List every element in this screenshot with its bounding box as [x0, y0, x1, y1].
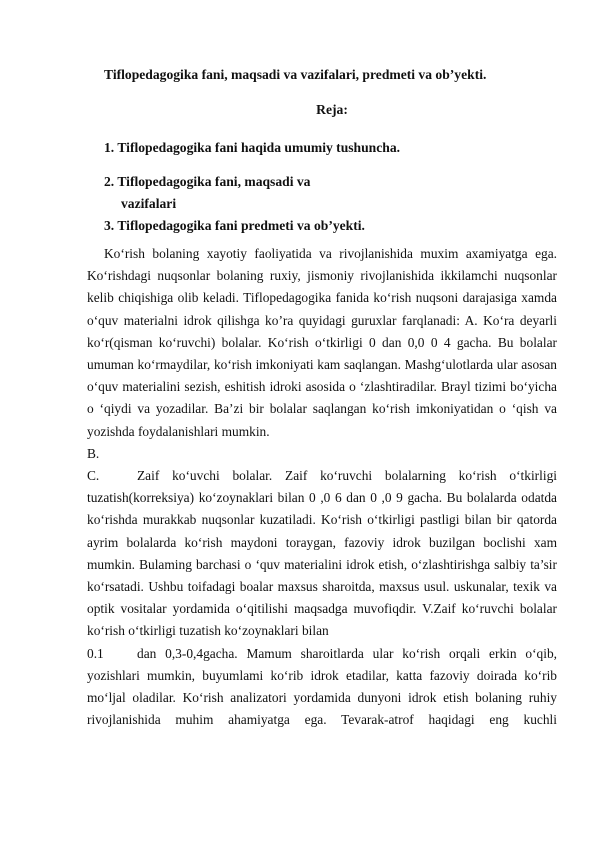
paragraph-c-first-line	[87, 465, 557, 487]
paragraph-01: yozishlari mumkin, buyumlami ko‘rib idrok etadilar, katta fazoviy doirada ko‘rib mo‘ljal oladilar. Ko‘rish analizatori yordamida dunyoni idrok etish bolaning ruhiy rivojlanishida muhim ahamiyatga ega. Tevarak-atrof haqidagi eng kuchli	[87, 667, 557, 728]
plan-item-3: 3. Tiflopedagogika fani predmeti va ob’yekti.	[104, 218, 365, 233]
marker-b: B.	[87, 445, 100, 461]
paragraph-01-start: dan 0,3-0,4gacha. Mamum sharoitlarda ular ko‘rish orqali erkin o‘qib,	[137, 645, 557, 661]
document-title: Tiflopedagogika fani, maqsadi va vazifalari, predmeti va ob’yekti.	[104, 67, 487, 82]
body-text	[87, 243, 557, 731]
plan-item-2: 2. Tiflopedagogika fani, maqsadi va	[104, 174, 311, 189]
paragraph-c: tuzatish(korreksiya) ko‘zoynaklari bilan 0 ,0 6 dan 0 ,0 9 gacha. Bu bolalarda odatda ko‘rishda murakkab nuqsonlar kuzatiladi. Ko‘rish o‘tkirligi pastligi bilan bir qatorda ayrim bolalarda ko‘rish maydoni toraygan, fazoviy idrok buzilgan boclishi xam mumkin. Bulaming barchasi o ‘quv materialini idrok etish, o‘zlashtirishga salbiy ta’sir ko‘rsatadi. Ushbu toifadagi boalar maxsus sharoitda, maxsus usul. uskunalar, texik va optik vositalar yordamida o‘qitilishi maqsadga muvofiqdir. V.Zaif ko‘ruvchi bolalar ko‘rish o‘tkirligi tuzatish ko‘zoynaklari bilan	[87, 490, 557, 639]
plan-item-1: 1. Tiflopedagogika fani haqida umumiy tushuncha.	[104, 140, 401, 155]
paragraph-c-start: Zaif ko‘uvchi bolalar. Zaif ko‘ruvchi bolalarning ko‘rish o‘tkirligi	[137, 468, 557, 484]
paragraph-01-first-line	[87, 643, 557, 665]
marker-0-1: 0.1	[87, 645, 104, 661]
paragraph-intro: Ko‘rish bolaning xayotiy faoliyatida va rivojlanishida muxim axamiyatga ega. Ko‘rishdagi nuqsonlar bolaning ruxiy, jismoniy rivojlanishida ikkilamchi nuqsonlar kelib chiqishiga olib keladi. Tiflopedagogika fanida ko‘rish nuqsoni darajasiga xamda o‘quv materialni idrok qilishga ko’ra quyidagi guruxlar farqlanadi: A. Ko‘ra deyarli ko‘r(qisman ko‘ruvchi) bolalar. Ko‘rish o‘tkirligi 0 dan 0,0 0 4 gacha. Bu bolalar umuman ko‘rmaydilar, ko‘rish imkoniyati kam saqlangan. Mashg‘ulotlarda ular asosan o‘quv materialini sezish, eshitish idroki asosida o ‘zlashtiradilar. Brayl tizimi bo‘yicha o ‘qiydi va yozadilar. Ba’zi bir bolalar saqlangan ko‘rish imkoniyatidan o ‘qish va yozishda foydalanishlari mumkin.	[87, 246, 557, 439]
plan-item-2-continuation: vazifalari	[121, 196, 177, 211]
plan-heading: Reja:	[316, 102, 348, 117]
marker-c: C.	[87, 468, 100, 484]
